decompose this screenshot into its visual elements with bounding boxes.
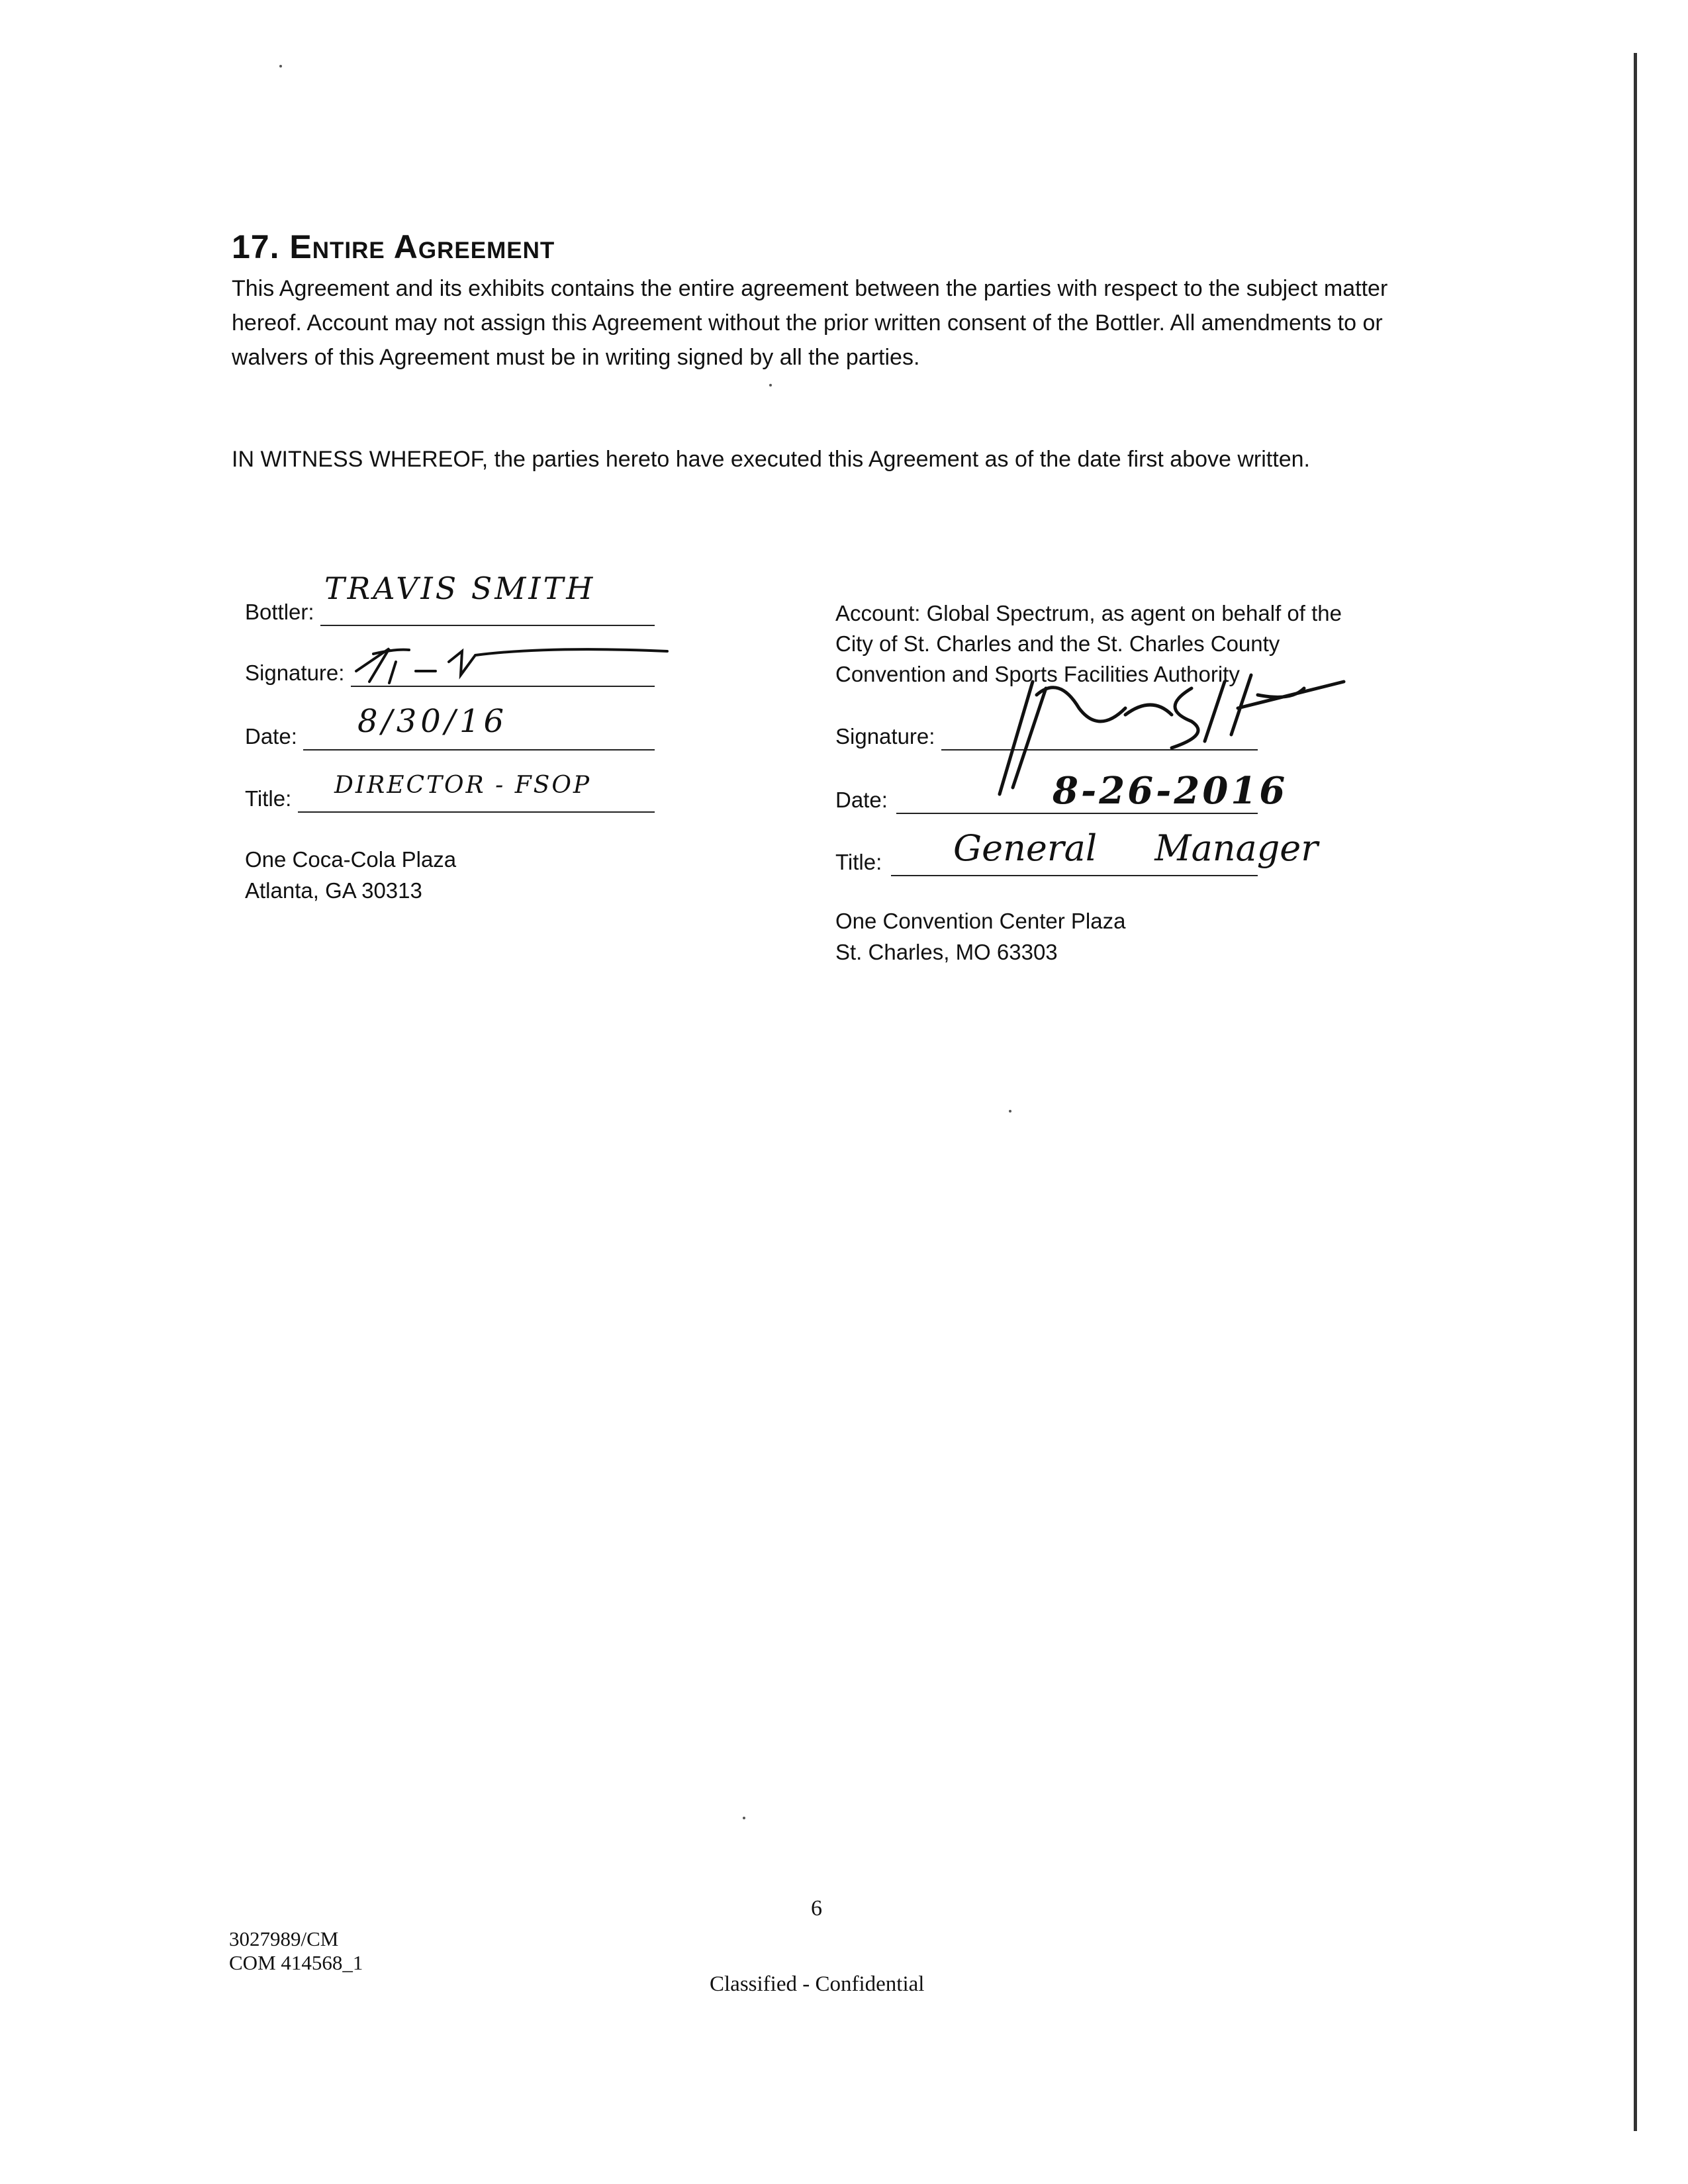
witness-text: IN WITNESS WHEREOF, the parties hereto have executed this Agreement as of the date first above written. bbox=[232, 447, 1310, 472]
account-line-2: City of St. Charles and the St. Charles County bbox=[835, 631, 1280, 656]
account-address-line-1: One Convention Center Plaza bbox=[835, 909, 1126, 933]
account-date-label: Date: bbox=[835, 788, 888, 812]
account-line-1: Account: Global Spectrum, as agent on behalf of the bbox=[835, 601, 1342, 625]
section-heading: 17. Entire Agreement bbox=[232, 228, 555, 265]
account-title-label: Title: bbox=[835, 850, 882, 874]
bottler-name-handwritten: TRAVIS SMITH bbox=[324, 570, 596, 606]
bottler-name-line bbox=[320, 625, 655, 626]
page-number: 6 bbox=[811, 1896, 822, 1921]
scan-speck bbox=[1009, 1110, 1011, 1113]
scan-edge-line bbox=[1634, 53, 1637, 2131]
bottler-address-line-1: One Coca-Cola Plaza bbox=[245, 847, 457, 872]
classification-label: Classified - Confidential bbox=[710, 1972, 925, 1996]
bottler-date-label: Date: bbox=[245, 724, 297, 749]
bottler-signature-label: Signature: bbox=[245, 660, 345, 685]
witness-clause bbox=[232, 442, 1410, 477]
document-id-1: 3027989/CM bbox=[229, 1927, 339, 1950]
document-id-2: COM 414568_1 bbox=[229, 1951, 363, 1974]
scan-speck bbox=[279, 65, 282, 68]
section-body-text: This Agreement and its exhibits contains the entire agreement between the parties with respect to the subject matter hereof. Account may not assign this Agreement without the prior written consent of the Bottler. All amendments to or walvers of this Agreement must be in writing signed by all the parties. bbox=[232, 276, 1388, 370]
section-body bbox=[232, 271, 1410, 375]
account-date-handwritten: 8-26-2016 bbox=[1053, 769, 1288, 813]
scan-speck bbox=[743, 1817, 745, 1819]
scan-speck bbox=[769, 384, 772, 387]
bottler-title-handwritten: DIRECTOR - FSOP bbox=[334, 772, 592, 799]
bottler-address-line-2: Atlanta, GA 30313 bbox=[245, 878, 422, 903]
bottler-date-line bbox=[303, 749, 655, 751]
account-address bbox=[835, 905, 1125, 968]
account-title-handwritten: General Manager bbox=[953, 827, 1319, 869]
account-line-3: Convention and Sports Facilities Authority bbox=[835, 662, 1240, 686]
document-ids bbox=[229, 1927, 363, 1975]
bottler-title-label: Title: bbox=[245, 786, 292, 811]
bottler-address bbox=[245, 844, 456, 906]
account-signature-label: Signature: bbox=[835, 724, 935, 749]
account-date-line bbox=[896, 813, 1258, 814]
bottler-title-line bbox=[298, 811, 655, 813]
account-title-line bbox=[891, 875, 1258, 876]
account-address-line-2: St. Charles, MO 63303 bbox=[835, 940, 1058, 964]
bottler-date-handwritten: 8/30/16 bbox=[357, 703, 508, 740]
bottler-signature-scrawl bbox=[350, 642, 667, 695]
bottler-label: Bottler: bbox=[245, 600, 314, 624]
